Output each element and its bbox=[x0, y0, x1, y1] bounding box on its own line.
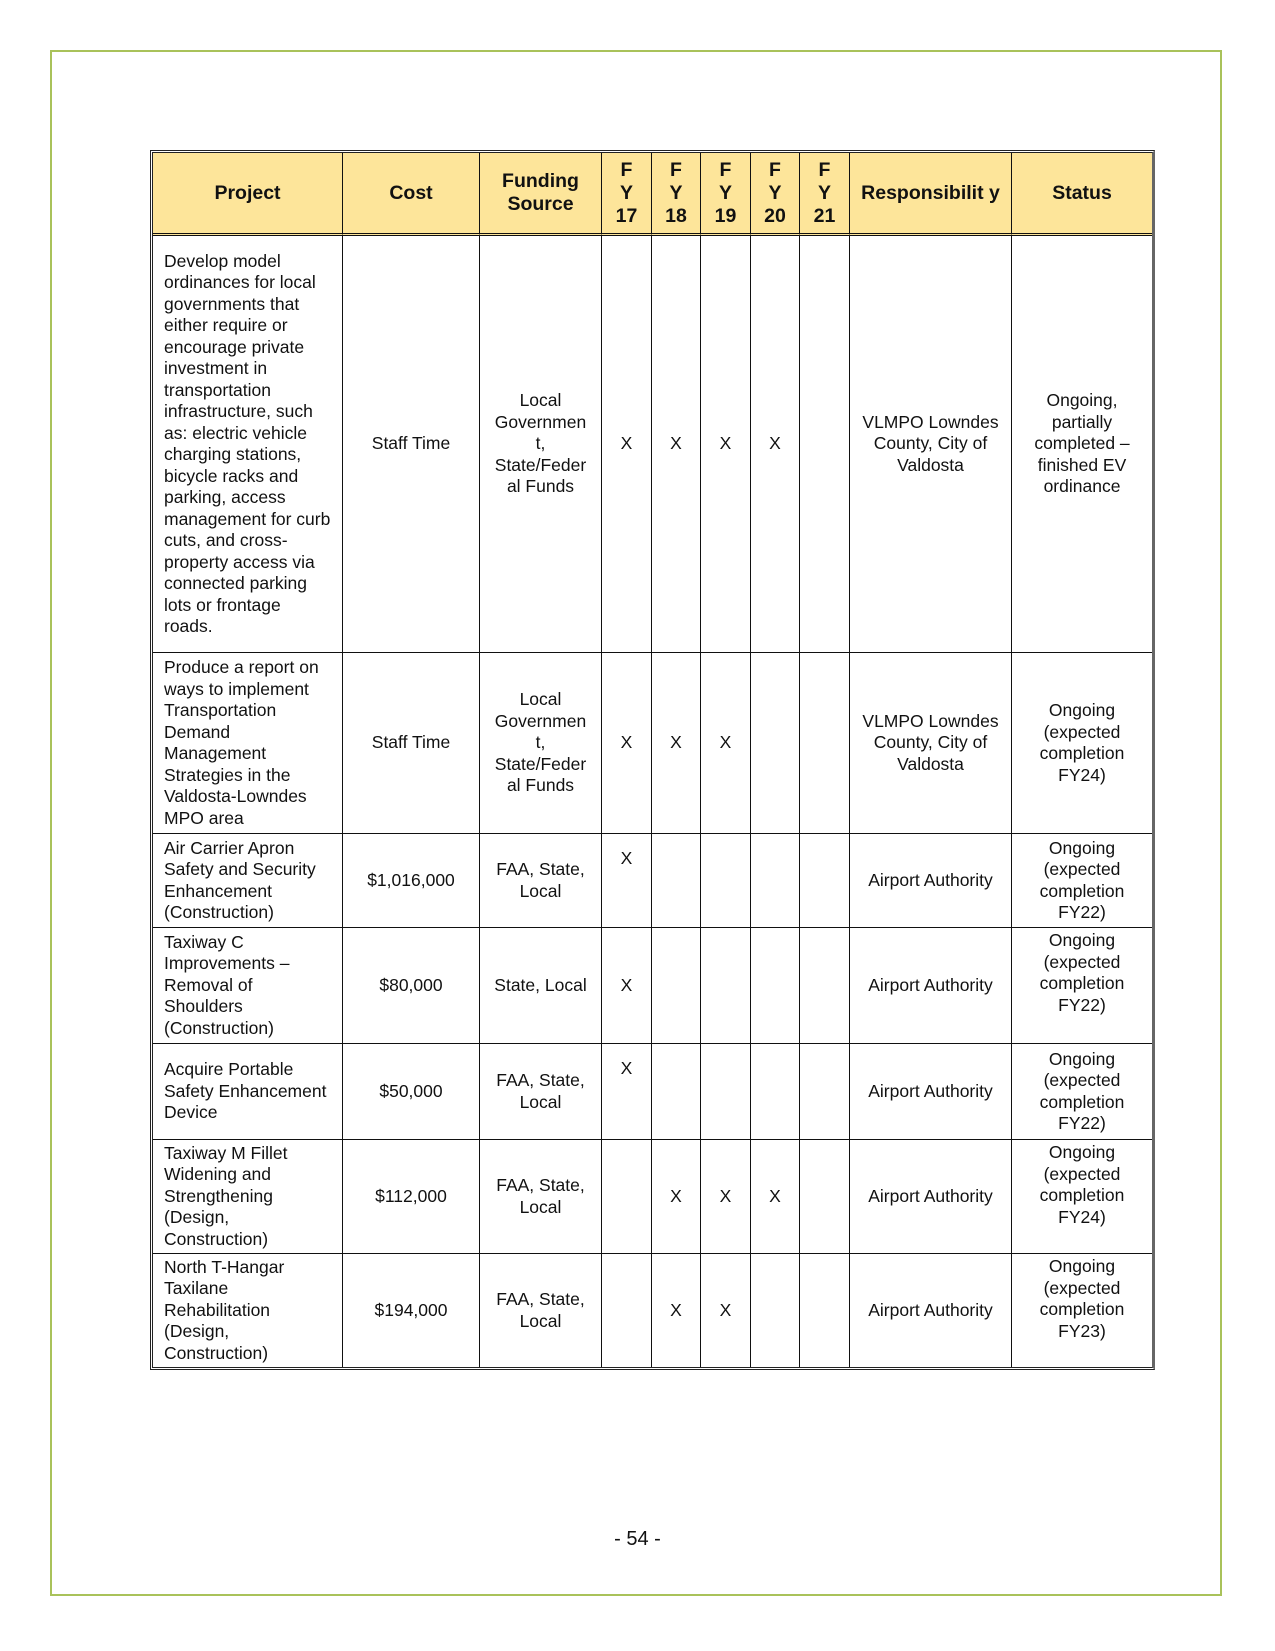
cell-fy18 bbox=[652, 928, 701, 1044]
cell-fy19: X bbox=[701, 236, 751, 653]
header-responsibility bbox=[850, 153, 1012, 236]
cell-funding bbox=[480, 1044, 602, 1140]
cell-responsibility: Airport Authority bbox=[850, 1140, 1012, 1254]
cell-fy21 bbox=[800, 1254, 850, 1367]
cell-fy18 bbox=[652, 1044, 701, 1140]
cell-responsibility: VLMPO Lowndes County, City of Valdosta bbox=[850, 236, 1012, 653]
cell-fy18: X bbox=[652, 236, 701, 653]
cell-status: Ongoing (expected completion FY22) bbox=[1012, 834, 1152, 928]
table-row bbox=[153, 1044, 1152, 1140]
header-fy17-text: F Y 17 bbox=[615, 158, 638, 227]
cell-cost: Staff Time bbox=[343, 236, 480, 653]
cell-fy21 bbox=[800, 1140, 850, 1254]
cell-funding bbox=[480, 1140, 602, 1254]
cell-funding-text: FAA, State, Local bbox=[496, 1070, 585, 1112]
cell-cost: $1,016,000 bbox=[343, 834, 480, 928]
cell-project: Air Carrier Apron Safety and Security Enhancement (Construction) bbox=[153, 834, 343, 928]
cell-status: Ongoing, partially completed – finished EV ordinance bbox=[1012, 236, 1152, 653]
cell-funding bbox=[480, 653, 602, 834]
cell-fy20 bbox=[751, 928, 800, 1044]
cell-responsibility: Airport Authority bbox=[850, 834, 1012, 928]
cell-fy18: X bbox=[652, 1254, 701, 1367]
header-funding-text: Funding Source bbox=[502, 170, 579, 215]
table-row bbox=[153, 653, 1152, 834]
header-fy18 bbox=[652, 153, 701, 236]
cell-project: North T-Hangar Taxilane Rehabilitation (Design, Construction) bbox=[153, 1254, 343, 1367]
cell-fy18: X bbox=[652, 1140, 701, 1254]
cell-funding bbox=[480, 1254, 602, 1367]
header-fy21 bbox=[800, 153, 850, 236]
cell-fy21 bbox=[800, 1044, 850, 1140]
cell-fy17 bbox=[602, 1254, 652, 1367]
cell-cost: $112,000 bbox=[343, 1140, 480, 1254]
table-header-row bbox=[153, 153, 1152, 236]
header-fy17 bbox=[602, 153, 652, 236]
header-cost: Cost bbox=[343, 153, 480, 236]
cell-fy18 bbox=[652, 834, 701, 928]
cell-responsibility: Airport Authority bbox=[850, 1254, 1012, 1367]
projects-table-container bbox=[150, 150, 1149, 1370]
cell-responsibility: Airport Authority bbox=[850, 1044, 1012, 1140]
cell-fy20: X bbox=[751, 236, 800, 653]
header-fy21-text: F Y 21 bbox=[813, 158, 836, 227]
projects-table bbox=[150, 150, 1155, 1370]
cell-fy17: X bbox=[602, 653, 652, 834]
cell-fy19 bbox=[701, 1044, 751, 1140]
cell-fy20: X bbox=[751, 1140, 800, 1254]
cell-fy17: X bbox=[602, 1044, 652, 1140]
cell-cost: $80,000 bbox=[343, 928, 480, 1044]
header-fy20-text: F Y 20 bbox=[764, 158, 786, 227]
header-fy19-text: F Y 19 bbox=[714, 158, 737, 227]
cell-funding-text: Local Governmen t, State/Feder al Funds bbox=[494, 689, 587, 796]
cell-fy21 bbox=[800, 653, 850, 834]
cell-fy20 bbox=[751, 1044, 800, 1140]
cell-responsibility: Airport Authority bbox=[850, 928, 1012, 1044]
table-row bbox=[153, 1140, 1152, 1254]
cell-fy20 bbox=[751, 834, 800, 928]
cell-funding: State, Local bbox=[480, 928, 602, 1044]
cell-fy19 bbox=[701, 928, 751, 1044]
cell-fy21 bbox=[800, 236, 850, 653]
cell-funding-text: Local Governmen t, State/Feder al Funds bbox=[494, 390, 587, 497]
cell-project: Acquire Portable Safety Enhancement Device bbox=[153, 1044, 343, 1140]
cell-fy19: X bbox=[701, 1140, 751, 1254]
cell-status: Ongoing (expected completion FY24) bbox=[1012, 1140, 1152, 1254]
cell-status: Ongoing (expected completion FY22) bbox=[1012, 1044, 1152, 1140]
cell-cost: $50,000 bbox=[343, 1044, 480, 1140]
cell-status: Ongoing (expected completion FY24) bbox=[1012, 653, 1152, 834]
cell-project: Taxiway C Improvements – Removal of Shoulders (Construction) bbox=[153, 928, 343, 1044]
header-responsibility-text: Responsibilit y bbox=[861, 181, 1000, 204]
cell-cost: Staff Time bbox=[343, 653, 480, 834]
cell-fy17: X bbox=[602, 236, 652, 653]
cell-funding bbox=[480, 236, 602, 653]
cell-fy21 bbox=[800, 834, 850, 928]
cell-fy17 bbox=[602, 1140, 652, 1254]
cell-status: Ongoing (expected completion FY22) bbox=[1012, 928, 1152, 1044]
table-row bbox=[153, 834, 1152, 928]
cell-fy20 bbox=[751, 653, 800, 834]
cell-fy17: X bbox=[602, 834, 652, 928]
cell-fy17: X bbox=[602, 928, 652, 1044]
cell-funding-text: FAA, State, Local bbox=[496, 1289, 585, 1331]
cell-cost: $194,000 bbox=[343, 1254, 480, 1367]
header-funding-source bbox=[480, 153, 602, 236]
cell-funding-text: FAA, State, Local bbox=[496, 859, 585, 901]
cell-fy18: X bbox=[652, 653, 701, 834]
table-row bbox=[153, 928, 1152, 1044]
cell-fy19: X bbox=[701, 1254, 751, 1367]
cell-project: Taxiway M Fillet Widening and Strengthening (Design, Construction) bbox=[153, 1140, 343, 1254]
cell-fy21 bbox=[800, 928, 850, 1044]
cell-status: Ongoing (expected completion FY23) bbox=[1039, 1256, 1125, 1341]
header-fy18-text: F Y 18 bbox=[665, 158, 687, 227]
cell-fy19 bbox=[701, 834, 751, 928]
header-status: Status bbox=[1012, 153, 1152, 236]
cell-funding bbox=[480, 834, 602, 928]
cell-funding-text: FAA, State, Local bbox=[496, 1175, 585, 1217]
cell-fy20 bbox=[751, 1254, 800, 1367]
cell-project: Produce a report on ways to implement Transportation Demand Management Strategies in the Valdosta-Lowndes MPO area bbox=[153, 653, 343, 834]
page-number: - 54 - bbox=[614, 1528, 661, 1550]
cell-project: Develop model ordinances for local governments that either require or encourage private investment in transportation infrastructure, such as: electric vehicle charging stations, bicycle racks and parking, access management for curb cuts, and cross-property access via connected parking lots or frontage roads. bbox=[153, 236, 343, 653]
table-row bbox=[153, 1254, 1152, 1367]
table-row bbox=[153, 236, 1152, 653]
header-fy20 bbox=[751, 153, 800, 236]
cell-fy19: X bbox=[701, 653, 751, 834]
header-fy19 bbox=[701, 153, 751, 236]
header-project: Project bbox=[153, 153, 343, 236]
cell-responsibility: VLMPO Lowndes County, City of Valdosta bbox=[850, 653, 1012, 834]
